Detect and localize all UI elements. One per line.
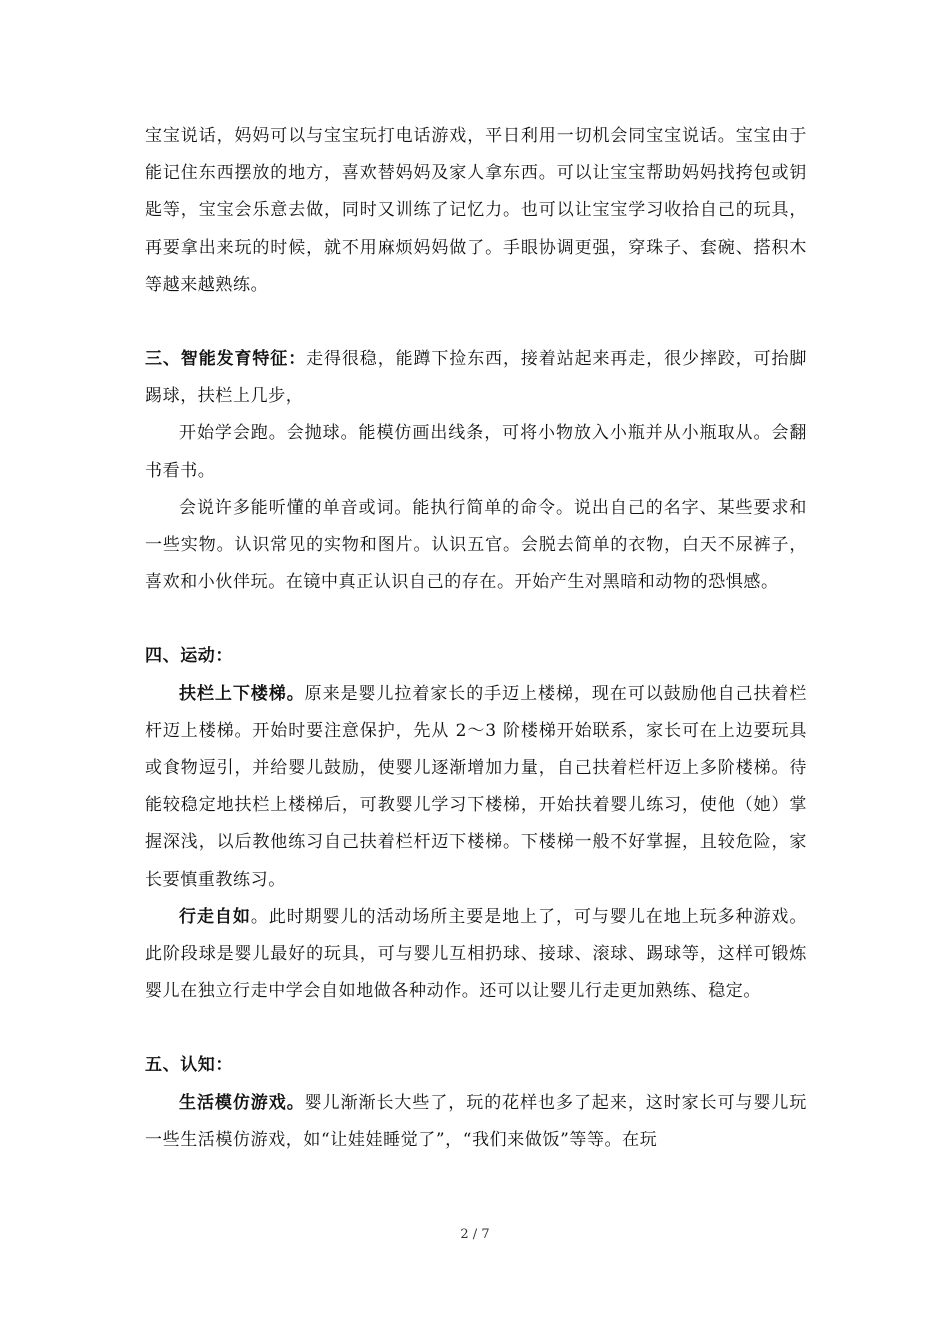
paragraph-section4-item2 — [145, 899, 807, 1011]
document-body — [145, 118, 807, 1159]
paragraph-section4-item1 — [145, 676, 807, 899]
paragraph-gap — [145, 304, 807, 341]
section4-item1-title: 扶栏上下楼梯。 — [179, 683, 305, 704]
section3-intro-text: 走得很稳，能蹲下捡东西，接着站起来再走，很少摔跤，可抬脚踢球，扶栏上几步， — [145, 349, 807, 407]
paragraph-section3-2: 开始学会跑。会抛球。能模仿画出线条，可将小物放入小瓶并从小瓶取从。会翻书看书。 — [145, 423, 807, 481]
paragraph-gap — [145, 1010, 807, 1047]
section4-item1-text: 原来是婴儿拉着家长的手迈上楼梯，现在可以鼓励他自己扶着栏杆迈上楼梯。开始时要注意保护，先从 2～3 阶楼梯开始联系，家长可在上边要玩具或食物逗引，并给婴儿鼓励，使婴儿逐渐增加力量，自己扶着栏杆迈上多阶楼梯。待能较稳定地扶栏上楼梯后，可教婴儿学习下楼梯，开始扶着婴儿练习，使他（她）掌握深浅，以后教他练习自己扶着栏杆迈下楼梯。下楼梯一般不好掌握，且较危险，家长要慎重教练习。 — [145, 683, 807, 890]
section4-item2-text: 。此时期婴儿的活动场所主要是地上了，可与婴儿在地上玩多种游戏。此阶段球是婴儿最好的玩具，可与婴儿互相扔球、接球、滚球、踢球等，这样可锻炼婴儿在独立行走中学会自如地做各种动作。还可以让婴儿行走更加熟练、稳定。 — [145, 906, 807, 1002]
paragraph-section3-intro — [145, 341, 807, 415]
page-number: 2 / 7 — [460, 1227, 490, 1242]
section5-heading: 五、认知： — [145, 1055, 233, 1076]
section3-heading: 三、智能发育特征： — [145, 349, 307, 370]
paragraph-section2-tail: 宝宝说话，妈妈可以与宝宝玩打电话游戏，平日利用一切机会同宝宝说话。宝宝由于能记住东西摆放的地方，喜欢替妈妈及家人拿东西。可以让宝宝帮助妈妈找挎包或钥匙等，宝宝会乐意去做，同时又训练了记忆力。也可以让宝宝学习收拾自己的玩具，再要拿出来玩的时候，就不用麻烦妈妈做了。手眼协调更强，穿珠子、套碗、搭积木等越来越熟练。 — [145, 126, 807, 295]
paragraph-section5-item1 — [145, 1085, 807, 1159]
section5-item1-title: 生活模仿游戏。 — [179, 1092, 305, 1113]
paragraph-section3-3: 会说许多能听懂的单音或词。能执行简单的命令。说出自己的名字、某些要求和一些实物。认识常见的实物和图片。认识五官。会脱去简单的衣物，白天不尿裤子，喜欢和小伙伴玩。在镜中真正认识自己的存在。开始产生对黑暗和动物的恐惧感。 — [145, 497, 807, 593]
section5-item1-text: 婴儿渐渐长大些了，玩的花样也多了起来，这时家长可与婴儿玩一些生活模仿游戏，如“让娃娃睡觉了”，“我们来做饭”等等。在玩 — [145, 1092, 807, 1150]
section4-item2-title: 行走自如 — [179, 906, 251, 927]
paragraph-gap — [145, 601, 807, 638]
section4-heading: 四、运动： — [145, 646, 233, 667]
